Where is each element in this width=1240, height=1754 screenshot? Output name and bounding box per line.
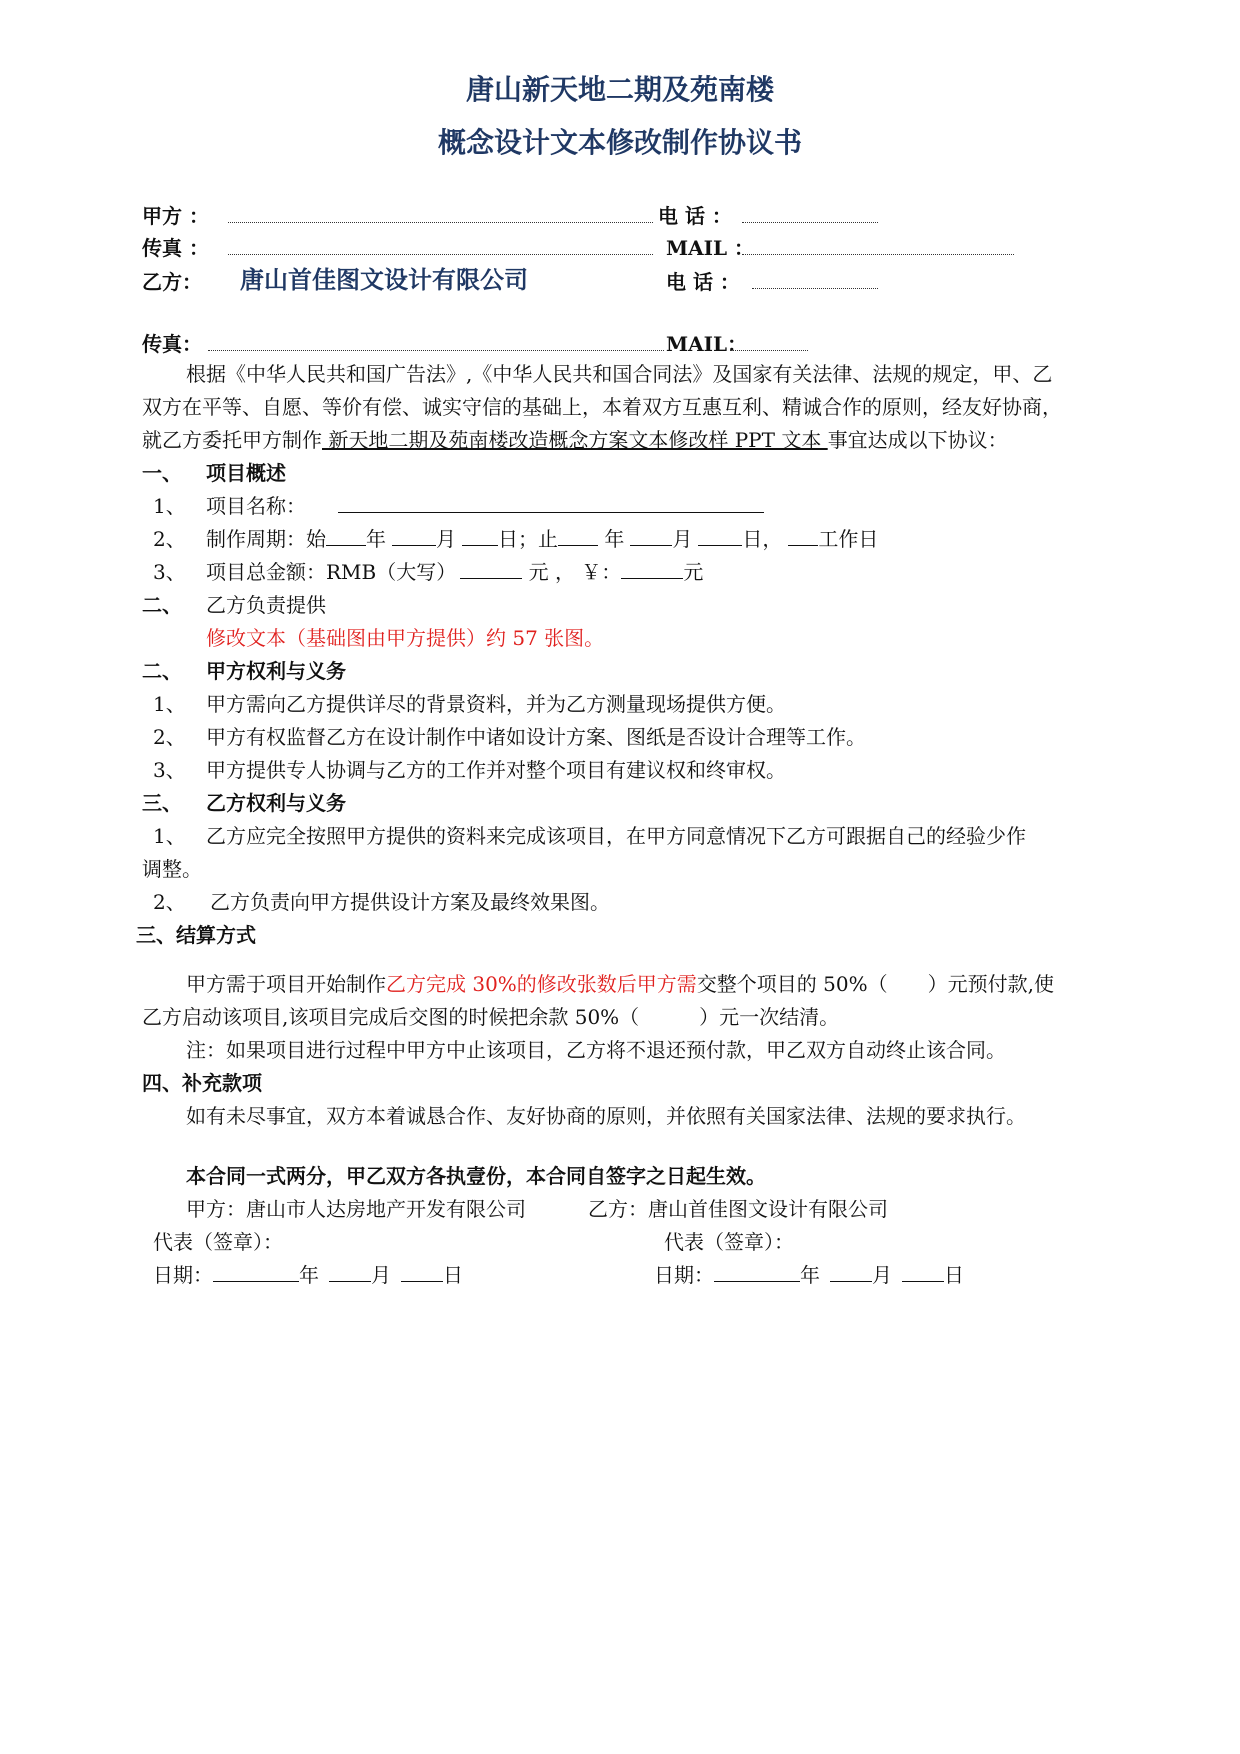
intro-line-3-suffix: 事宜达成以下协议： <box>827 428 1008 452</box>
year-unit-a: 年 <box>299 1263 319 1287</box>
party-a-month-blank[interactable] <box>329 1263 371 1282</box>
day-unit-b: 日 <box>944 1263 964 1287</box>
workdays-blank[interactable] <box>788 527 818 546</box>
document-subtitle: 概念设计文本修改制作协议书 <box>437 126 802 159</box>
section-2b-number: 二、 <box>142 659 182 683</box>
party-a-day-blank[interactable] <box>401 1263 443 1282</box>
intro-line-1: 根据《中华人民共和国广告法》,《中华人民共和国合同法》及国家有关法律、法规的规定，甲、乙 <box>186 362 1053 386</box>
party-a-representative: 代表（签章）： <box>153 1230 283 1254</box>
payment-condition: 乙方完成 30%的修改张数后甲方需 <box>386 972 697 996</box>
intro-line-3-prefix: 就乙方委托甲方制作 <box>142 428 322 452</box>
end-year-unit: 年 <box>598 527 625 551</box>
payment-line-1-prefix: 甲方需于项目开始制作 <box>186 972 386 996</box>
payment-line-1 <box>186 968 1054 997</box>
item-2-3-text: 甲方提供专人协调与乙方的工作并对整个项目有建议权和终审权。 <box>206 758 786 782</box>
day-unit-a: 日 <box>443 1263 463 1287</box>
section-2b-title: 甲方权利与义务 <box>206 659 346 683</box>
party-a-label: 甲方 ： <box>142 204 209 228</box>
phone-label-b: 电 话 ： <box>666 270 740 294</box>
document-title: 唐山新天地二期及苑南楼 <box>465 73 774 106</box>
mail-field-b[interactable] <box>730 350 808 351</box>
item-2-1-text: 甲方需向乙方提供详尽的背景资料，并为乙方测量现场提供方便。 <box>206 692 786 716</box>
party-b-representative: 代表（签章）： <box>664 1230 794 1254</box>
start-month-unit: 月 <box>436 527 456 551</box>
project-name-label: 项目名称： <box>206 494 306 518</box>
period-end-label: 日；止 <box>498 527 558 551</box>
fax-label-a: 传真 ： <box>142 236 209 260</box>
year-unit-b: 年 <box>800 1263 820 1287</box>
mail-label-b: MAIL： <box>666 332 748 356</box>
party-a-signatory: 甲方：唐山市人达房地产开发有限公司 <box>186 1197 526 1221</box>
end-day-unit: 日， <box>742 527 783 551</box>
section-4-title: 四、补充款项 <box>142 1071 262 1095</box>
amount-unit: 元 <box>683 560 704 584</box>
amount-yen-label: 元 ， ￥： <box>522 560 622 584</box>
party-b-date <box>654 1259 964 1288</box>
start-day-blank[interactable] <box>462 527 498 546</box>
item-2-2-text: 甲方有权监督乙方在设计制作中诸如设计方案、图纸是否设计合理等工作。 <box>206 725 866 749</box>
section-1-title: 项目概述 <box>206 461 286 485</box>
section-3-title: 乙方权利与义务 <box>206 791 346 815</box>
item-3-1-line-1: 乙方应完全按照甲方提供的资料来完成该项目，在甲方同意情况下乙方可跟据自己的经验少作 <box>206 824 1026 848</box>
end-month-unit: 月 <box>672 527 693 551</box>
intro-line-3 <box>142 424 1008 453</box>
amount-words-blank[interactable] <box>460 560 522 579</box>
item-1-1-number: 1、 <box>153 494 186 518</box>
production-period <box>206 523 878 552</box>
date-label-a: 日期： <box>153 1263 213 1287</box>
party-b-month-blank[interactable] <box>830 1263 872 1282</box>
item-1-3-number: 3、 <box>153 560 186 584</box>
phone-label-a: 电 话 ： <box>658 204 732 228</box>
item-1-2-number: 2、 <box>153 527 186 551</box>
workdays-unit: 工作日 <box>818 527 879 551</box>
item-2-2-number: 2、 <box>153 725 186 749</box>
payment-line-1-suffix: 交整个项目的 50%（ ）元预付款,使 <box>696 972 1054 996</box>
total-amount-label: 项目总金额：RMB（大写） <box>206 560 457 584</box>
end-year-blank[interactable] <box>558 527 598 546</box>
payment-note: 注：如果项目进行过程中甲方中止该项目，乙方将不退还预付款，甲乙双方自动终止该合同。 <box>186 1038 1006 1062</box>
mail-label-a: MAIL ： <box>666 236 755 260</box>
section-2a-number: 二、 <box>142 593 182 617</box>
project-scope: 新天地二期及苑南楼改造概念方案文本修改样 PPT 文本 <box>322 428 828 452</box>
project-name-field[interactable] <box>338 512 764 513</box>
section-2a-title: 乙方负责提供 <box>206 593 326 617</box>
party-b-day-blank[interactable] <box>902 1263 944 1282</box>
start-year-unit: 年 <box>366 527 386 551</box>
start-month-blank[interactable] <box>392 527 436 546</box>
party-b-company: 唐山首佳图文设计有限公司 <box>240 265 528 294</box>
fax-label-b: 传真： <box>142 332 202 356</box>
end-day-blank[interactable] <box>698 527 742 546</box>
party-a-year-blank[interactable] <box>213 1263 299 1282</box>
payment-line-2: 乙方启动该项目,该项目完成后交图的时候把余款 50%（ ）元一次结清。 <box>142 1005 840 1029</box>
party-b-year-blank[interactable] <box>714 1263 800 1282</box>
mail-field-a[interactable] <box>742 254 1014 255</box>
item-3-1-number: 1、 <box>153 824 186 848</box>
fax-field-b[interactable] <box>208 350 664 351</box>
section-4-text: 如有未尽事宜，双方本着诚恳合作、友好协商的原则，并依照有关国家法律、法规的要求执行。 <box>186 1104 1026 1128</box>
item-3-2-text: 乙方负责向甲方提供设计方案及最终效果图。 <box>210 890 610 914</box>
month-unit-b: 月 <box>872 1263 892 1287</box>
party-b-signatory: 乙方：唐山首佳图文设计有限公司 <box>588 1197 888 1221</box>
fax-field-a[interactable] <box>228 254 653 255</box>
item-2-3-number: 3、 <box>153 758 186 782</box>
party-a-date <box>153 1259 463 1288</box>
item-3-1-line-2: 调整。 <box>142 857 202 881</box>
date-label-b: 日期： <box>654 1263 714 1287</box>
section-1-number: 一、 <box>142 461 182 485</box>
payment-section-title: 三、结算方式 <box>136 923 256 947</box>
phone-field-b[interactable] <box>752 288 878 289</box>
section-3-number: 三、 <box>142 791 182 815</box>
start-year-blank[interactable] <box>326 527 366 546</box>
phone-field-a[interactable] <box>742 222 878 223</box>
intro-line-2: 双方在平等、自愿、等价有偿、诚实守信的基础上，本着双方互惠互利、精诚合作的原则，经友好协商， <box>142 395 1062 419</box>
contract-validity-statement: 本合同一式两分，甲乙双方各执壹份，本合同自签字之日起生效。 <box>186 1164 766 1188</box>
item-3-2-number: 2、 <box>153 890 186 914</box>
end-month-blank[interactable] <box>630 527 672 546</box>
party-a-field[interactable] <box>228 222 653 223</box>
month-unit-a: 月 <box>371 1263 391 1287</box>
period-start-label: 制作周期：始 <box>206 527 326 551</box>
deliverable-note: 修改文本（基础图由甲方提供）约 57 张图。 <box>206 626 605 650</box>
amount-number-blank[interactable] <box>621 560 683 579</box>
party-b-label: 乙方： <box>142 270 202 294</box>
item-2-1-number: 1、 <box>153 692 186 716</box>
total-amount <box>206 556 703 585</box>
